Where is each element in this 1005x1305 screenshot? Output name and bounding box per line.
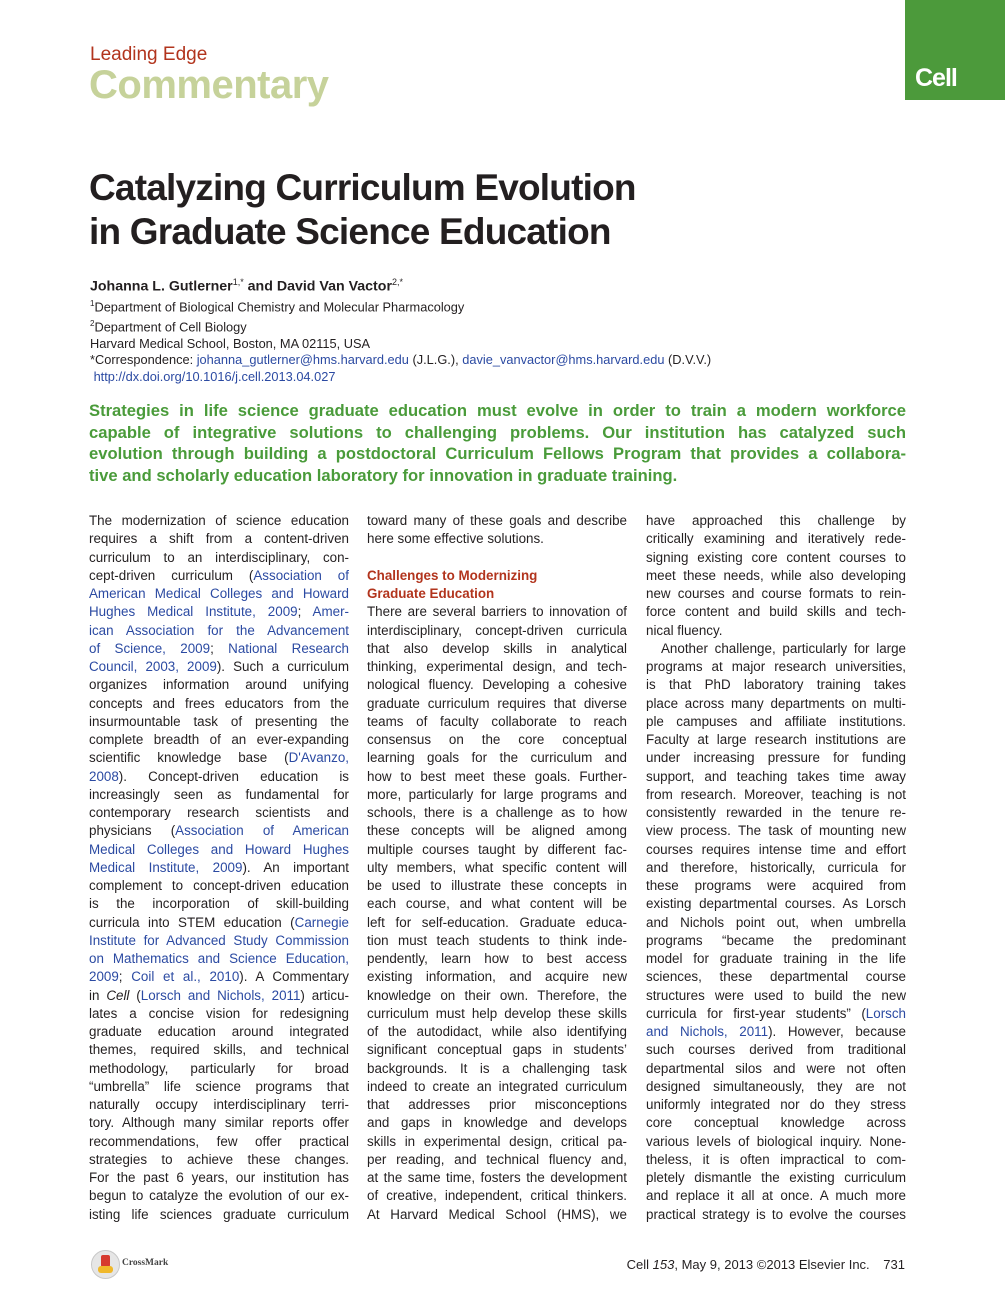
body-text-line bbox=[367, 786, 627, 804]
text-run: have approached this challenge by bbox=[646, 513, 906, 528]
text-run: ). An important bbox=[242, 859, 349, 875]
text-run: under increasing pressure for funding bbox=[646, 750, 906, 766]
body-column-2 bbox=[367, 512, 627, 1224]
citation-link[interactable]: Association of bbox=[253, 567, 349, 583]
text-run: and therefore, historically, curricula for bbox=[646, 859, 906, 875]
text-run: of creative, independent, critical thinkers. bbox=[367, 1188, 627, 1204]
text-run: is that PhD laboratory training takes bbox=[646, 677, 906, 693]
body-text-line bbox=[367, 549, 627, 567]
body-text-line bbox=[367, 1078, 627, 1096]
body-text-line bbox=[367, 640, 627, 658]
body-text-line bbox=[367, 658, 627, 676]
body-text-line bbox=[646, 658, 906, 676]
text-run: nical fluency. bbox=[646, 622, 723, 638]
text-run: Faculty at large research institutions are bbox=[646, 732, 906, 747]
body-text-line bbox=[89, 1078, 349, 1096]
text-run: left for self-education. Graduate educa- bbox=[367, 914, 627, 930]
body-text-line bbox=[646, 1169, 906, 1187]
text-run: At Harvard Medical School (HMS), we bbox=[367, 1206, 627, 1222]
body-text-line bbox=[646, 932, 906, 950]
article-summary bbox=[89, 400, 906, 486]
body-text-line bbox=[646, 950, 906, 968]
body-text-line bbox=[367, 1096, 627, 1114]
text-run: contemporary research scientists and bbox=[89, 805, 349, 820]
text-run: curricula into STEM education ( bbox=[89, 914, 295, 930]
body-text-line bbox=[367, 713, 627, 731]
text-run: core conceptual knowledge across bbox=[646, 1115, 906, 1131]
body-text-line bbox=[367, 1041, 627, 1059]
body-text-line bbox=[367, 804, 627, 822]
journal-logo: Cell bbox=[915, 64, 957, 92]
body-text-line bbox=[646, 512, 906, 530]
body-text-line bbox=[89, 950, 349, 968]
body-text-line bbox=[89, 676, 349, 694]
text-run: consensus on the core conceptual bbox=[367, 732, 627, 747]
author-superscript: 2,* bbox=[391, 277, 403, 287]
body-text-line bbox=[367, 1133, 627, 1151]
section-kicker: Leading Edge bbox=[90, 44, 208, 65]
text-run: scientific knowledge base ( bbox=[89, 750, 289, 766]
body-text-line bbox=[89, 1133, 349, 1151]
affiliation-text: Department of Biological Chemistry and Molecular Pharmacology bbox=[94, 299, 465, 315]
text-run: ). Such a curriculum bbox=[216, 659, 349, 674]
text-run: existing information, and acquire new bbox=[367, 969, 627, 985]
body-text-line bbox=[367, 731, 627, 749]
text-run: The modernization of science education bbox=[89, 513, 349, 528]
text-run: indeed to create an integrated curriculum bbox=[367, 1078, 627, 1094]
text-run: backgrounds. It is a challenging task bbox=[367, 1060, 627, 1076]
text-run: interdisciplinary, concept-driven curricula bbox=[367, 622, 627, 638]
body-text-line bbox=[89, 585, 349, 603]
text-run: concepts and frees educators from the bbox=[89, 695, 349, 711]
section-heading-line bbox=[367, 585, 627, 603]
citation-link[interactable]: and Nichols, 2011 bbox=[646, 1024, 769, 1039]
body-text-line bbox=[367, 512, 627, 530]
body-text-line bbox=[367, 950, 627, 968]
body-text-line bbox=[646, 1023, 906, 1041]
body-text-line bbox=[646, 640, 906, 658]
text-run: and Nichols point out, when umbrella bbox=[646, 914, 906, 930]
body-text-line bbox=[367, 968, 627, 986]
summary-line: tive and scholarly education laboratory for innovation in graduate training. bbox=[89, 465, 678, 485]
body-text-line bbox=[646, 768, 906, 786]
citation-link[interactable]: Lorsch bbox=[865, 1005, 906, 1021]
body-text-line bbox=[646, 841, 906, 859]
body-text-line bbox=[89, 968, 349, 986]
text-run: at the same time, fosters the development bbox=[367, 1170, 627, 1185]
body-text-line bbox=[646, 968, 906, 986]
text-run: ; bbox=[210, 640, 229, 656]
doi-link[interactable]: http://dx.doi.org/10.1016/j.cell.2013.04.027 bbox=[93, 368, 336, 384]
text-run: multiple courses taught by different fac- bbox=[367, 841, 627, 857]
text-run: structures were used to build the new bbox=[646, 987, 906, 1003]
citation-link[interactable]: ican Association for the Advancement bbox=[89, 622, 349, 638]
body-text-line bbox=[367, 1151, 627, 1169]
author-name: Johanna L. Gutlerner bbox=[90, 278, 233, 295]
page-footer bbox=[627, 1257, 905, 1272]
body-text-line bbox=[89, 549, 349, 567]
citation-link[interactable]: Institute for Advanced Study Commission bbox=[89, 932, 349, 948]
text-run: graduate curriculum requires that diverse bbox=[367, 695, 627, 711]
text-run: in bbox=[89, 987, 107, 1003]
text-run: isting life sciences graduate curriculum bbox=[89, 1206, 349, 1222]
body-text-line bbox=[646, 713, 906, 731]
text-run: graduate education around integrated bbox=[89, 1024, 349, 1039]
text-run: ; bbox=[118, 969, 132, 985]
text-run: lates a concise vision for redesigning bbox=[89, 1005, 349, 1021]
text-run: recommendations, few offer practical bbox=[89, 1133, 349, 1149]
text-run: force content and build skills and tech- bbox=[646, 604, 906, 620]
text-run: ( bbox=[129, 987, 141, 1003]
body-text-line bbox=[89, 914, 349, 932]
crossmark-icon bbox=[91, 1250, 120, 1279]
title-line: Catalyzing Curriculum Evolution bbox=[89, 167, 636, 208]
text-run: significant conceptual gaps in students’ bbox=[367, 1042, 627, 1058]
summary-line: Strategies in life science graduate education must evolve in order to train a modern workforce bbox=[89, 401, 906, 420]
text-run: themes, required skills, and technical bbox=[89, 1042, 349, 1058]
body-text-line bbox=[367, 1114, 627, 1132]
body-text-line bbox=[367, 1206, 627, 1224]
text-run: tion must teach students to think inde- bbox=[367, 932, 627, 948]
text-run: be used to illustrate these concepts in bbox=[367, 878, 627, 893]
body-text-line bbox=[367, 822, 627, 840]
title-line: in Graduate Science Education bbox=[89, 211, 611, 252]
text-run: cept-driven curriculum ( bbox=[89, 567, 254, 583]
body-text-line bbox=[89, 567, 349, 585]
text-run: theless, it is often impractical to com- bbox=[646, 1151, 906, 1167]
body-text-line bbox=[646, 987, 906, 1005]
author-conjunction: and bbox=[247, 278, 273, 295]
body-text-line bbox=[367, 695, 627, 713]
body-text-line bbox=[89, 877, 349, 895]
text-run: toward many of these goals and describe bbox=[367, 513, 627, 528]
body-text-line bbox=[367, 1005, 627, 1023]
email-link[interactable]: davie_vanvactor@hms.harvard.edu bbox=[462, 352, 665, 368]
text-run: from research. Moreover, teaching is not bbox=[646, 786, 906, 802]
article-title bbox=[89, 166, 889, 254]
body-text-line bbox=[89, 530, 349, 548]
body-text-line bbox=[89, 841, 349, 859]
text-run: ulty members, what specific content will bbox=[367, 859, 627, 875]
text-run: ). Concept-driven education is bbox=[118, 768, 349, 784]
text-run: consistently rewarded in the tenure re- bbox=[646, 805, 906, 820]
summary-line: evolution through building a postdoctoral Curriculum Fellows Program that provides a collabora- bbox=[89, 444, 906, 463]
correspondence-line bbox=[90, 352, 890, 369]
body-text-line bbox=[646, 567, 906, 585]
section-heading-line bbox=[367, 567, 627, 585]
citation-link[interactable]: D'Avanzo, bbox=[288, 750, 349, 766]
affiliations bbox=[90, 296, 890, 386]
body-text-line bbox=[367, 859, 627, 877]
email-owner: (D.V.V.) bbox=[668, 352, 712, 368]
text-run: programs “became the predominant bbox=[646, 932, 906, 948]
body-text-line bbox=[89, 822, 349, 840]
affiliation-line bbox=[90, 316, 890, 336]
text-run: departmental silos and were not often bbox=[646, 1060, 906, 1076]
author-name: David Van Vactor bbox=[276, 278, 392, 295]
text-run: existing departmental courses. As Lorsch bbox=[646, 896, 906, 912]
affiliation-number: 1 bbox=[90, 299, 95, 308]
body-text-line bbox=[367, 914, 627, 932]
crossmark-label: CrossMark bbox=[122, 1258, 169, 1268]
body-text-line bbox=[646, 822, 906, 840]
text-run: these programs were acquired from bbox=[646, 878, 906, 893]
text-run: teams of faculty collaborate to reach bbox=[367, 713, 627, 729]
body-text-line bbox=[367, 1060, 627, 1078]
journal-tab bbox=[905, 0, 1005, 100]
text-run: and replace it all at once. A much more bbox=[646, 1188, 906, 1204]
text-run: courses requires intense time and effort bbox=[646, 841, 906, 857]
section-heading: Commentary bbox=[89, 63, 329, 107]
citation-link[interactable]: 2008 bbox=[89, 768, 119, 784]
affiliation-line bbox=[90, 296, 890, 316]
text-run: various levels of biological inquiry. None- bbox=[646, 1133, 906, 1149]
body-text-line bbox=[646, 1133, 906, 1151]
text-run: uniformly integrated nor do they stress bbox=[646, 1097, 906, 1112]
text-run: designed simultaneously, they are not bbox=[646, 1078, 906, 1094]
body-text-line bbox=[89, 1005, 349, 1023]
text-run: support, and teaching takes time away bbox=[646, 768, 906, 784]
text-run: new courses and course formats to rein- bbox=[646, 586, 906, 601]
body-text-line bbox=[646, 877, 906, 895]
text-run: each course, and what content will be bbox=[367, 896, 627, 912]
body-text-line bbox=[646, 1187, 906, 1205]
footer-volume: 153 bbox=[652, 1257, 675, 1272]
text-run: programs at major research universities, bbox=[646, 659, 906, 674]
body-text-line bbox=[89, 1060, 349, 1078]
text-run: “umbrella” life science programs that bbox=[89, 1078, 349, 1094]
body-text-line bbox=[89, 1169, 349, 1187]
body-text-line bbox=[646, 1206, 906, 1224]
body-text-line bbox=[89, 859, 349, 877]
citation-link[interactable]: of Science, 2009 bbox=[89, 640, 211, 656]
text-run: Challenges to Modernizing bbox=[367, 567, 538, 583]
text-run: increasingly seen as fundamental for bbox=[89, 786, 349, 802]
body-text-line bbox=[89, 749, 349, 767]
affiliation-number: 2 bbox=[90, 318, 95, 328]
body-text-line bbox=[367, 603, 627, 621]
body-text-line bbox=[646, 585, 906, 603]
body-text-line bbox=[89, 768, 349, 786]
citation-link[interactable]: Amer- bbox=[312, 604, 349, 620]
body-text-line bbox=[646, 1151, 906, 1169]
text-run: signing existing core content courses to bbox=[646, 549, 906, 565]
body-text-line bbox=[89, 786, 349, 804]
body-text-line bbox=[646, 676, 906, 694]
text-run: such courses derived from traditional bbox=[646, 1042, 906, 1058]
body-text-line bbox=[367, 676, 627, 694]
body-text-line bbox=[89, 1187, 349, 1205]
body-text-line bbox=[89, 1206, 349, 1224]
text-run: place across many departments on multi- bbox=[646, 695, 906, 711]
text-run: here some effective solutions. bbox=[367, 531, 544, 547]
page-number: 731 bbox=[883, 1257, 905, 1272]
body-text-line bbox=[89, 512, 349, 530]
body-text-line bbox=[367, 895, 627, 913]
text-run: requires a shift from a content-driven bbox=[89, 531, 349, 547]
email-link[interactable]: johanna_gutlerner@hms.harvard.edu bbox=[196, 352, 409, 368]
citation-link[interactable]: Lorsch and Nichols, 2011 bbox=[140, 987, 301, 1003]
body-column-3 bbox=[646, 512, 906, 1224]
citation-link[interactable]: Association of American bbox=[175, 823, 350, 839]
body-text-line bbox=[89, 603, 349, 621]
body-text-line bbox=[89, 895, 349, 913]
body-text-line bbox=[646, 1041, 906, 1059]
body-text-line bbox=[89, 658, 349, 676]
text-run: ). A Commentary bbox=[239, 969, 349, 985]
text-run: nological fluency. Developing a cohesive bbox=[367, 677, 627, 693]
text-run: organizes information around unifying bbox=[89, 677, 349, 693]
text-run: these concepts will be aligned among bbox=[367, 823, 627, 839]
body-text-line bbox=[646, 895, 906, 913]
body-text-line bbox=[367, 1187, 627, 1205]
citation-link[interactable]: National Research bbox=[228, 640, 349, 656]
affiliation-text: Department of Cell Biology bbox=[94, 319, 247, 335]
body-text-line bbox=[367, 987, 627, 1005]
text-run: schools, there is a challenge as to how bbox=[367, 805, 627, 820]
text-run: critically examining and iteratively rede- bbox=[646, 531, 906, 547]
text-run: knowledge on their own. Therefore, the bbox=[367, 987, 627, 1003]
body-text-line bbox=[89, 1041, 349, 1059]
text-run: ; bbox=[297, 604, 313, 620]
body-text-line bbox=[646, 622, 906, 640]
text-run: of the autodidact, while also identifying bbox=[367, 1024, 627, 1039]
text-run: Another challenge, particularly for large bbox=[661, 640, 906, 656]
author-list bbox=[90, 277, 403, 295]
text-run: insurmountable task of presenting the bbox=[89, 713, 349, 729]
body-text-line bbox=[367, 1169, 627, 1187]
body-text-line bbox=[646, 804, 906, 822]
citation-link[interactable]: Council, 2003, 2009 bbox=[89, 659, 217, 674]
text-run: complete breadth of an ever-expanding bbox=[89, 732, 349, 747]
text-run: pendently, learn how to best access bbox=[367, 951, 627, 966]
text-run: Cell bbox=[106, 987, 130, 1003]
body-text-line bbox=[89, 695, 349, 713]
body-text-line bbox=[89, 713, 349, 731]
text-run: that addresses prior misconceptions bbox=[367, 1097, 627, 1112]
body-text-line bbox=[89, 1023, 349, 1041]
body-text-line bbox=[646, 695, 906, 713]
body-text-line bbox=[646, 749, 906, 767]
citation-link[interactable]: American Medical Colleges and Howard bbox=[89, 586, 349, 601]
text-run: curricula for first-year students” ( bbox=[646, 1005, 866, 1021]
text-run: is the incorporation of skill-building bbox=[89, 896, 349, 912]
citation-link[interactable]: Coil et al., 2010 bbox=[131, 969, 240, 985]
citation-link[interactable]: Hughes Medical Institute, 2009 bbox=[89, 604, 298, 620]
text-run: pletely dismantle the existing curriculum bbox=[646, 1170, 906, 1185]
doi-line bbox=[90, 369, 890, 386]
body-text-line bbox=[367, 622, 627, 640]
text-run: meet these needs, while also developing bbox=[646, 567, 906, 583]
text-run: There are several barriers to innovation of bbox=[367, 604, 627, 620]
body-text-line bbox=[89, 622, 349, 640]
body-text-line bbox=[367, 768, 627, 786]
body-text-line bbox=[367, 1023, 627, 1041]
text-run: model for graduate training in the life bbox=[646, 951, 906, 966]
body-column-1 bbox=[89, 512, 349, 1224]
text-run: naturally occupy interdisciplinary terri- bbox=[89, 1097, 349, 1112]
text-run: curriculum to an interdisciplinary, con- bbox=[89, 549, 349, 565]
text-run: how to best meet these goals. Further- bbox=[367, 768, 627, 784]
body-text-line bbox=[646, 731, 906, 749]
body-text-line bbox=[646, 1005, 906, 1023]
body-text-line bbox=[89, 932, 349, 950]
text-run: strategies to achieve these changes. bbox=[89, 1151, 349, 1167]
body-text-line bbox=[89, 640, 349, 658]
text-run: practical strategy is to evolve the courses bbox=[646, 1206, 906, 1222]
text-run: per reading, and technical fluency and, bbox=[367, 1151, 627, 1167]
body-text-line bbox=[367, 841, 627, 859]
citation-link[interactable]: on Mathematics and Science Education, bbox=[89, 951, 349, 966]
text-run: Graduate Education bbox=[367, 586, 495, 601]
citation-link[interactable]: Medical Colleges and Howard Hughes bbox=[89, 841, 349, 857]
body-text-line bbox=[367, 932, 627, 950]
body-text-line bbox=[646, 1060, 906, 1078]
body-text-line bbox=[646, 549, 906, 567]
text-run: ) articu- bbox=[300, 987, 349, 1003]
body-text-line bbox=[646, 786, 906, 804]
text-run: learning goals for the curriculum and bbox=[367, 750, 627, 766]
footer-date: , May 9, 2013 ©2013 Elsevier Inc. bbox=[674, 1257, 870, 1272]
body-text-line bbox=[646, 1078, 906, 1096]
text-run: view process. The task of mounting new bbox=[646, 823, 906, 839]
body-text-line bbox=[89, 987, 349, 1005]
text-run: that also develop skills in analytical bbox=[367, 640, 627, 656]
body-text-line bbox=[646, 603, 906, 621]
body-text-line bbox=[367, 877, 627, 895]
citation-link[interactable]: 2009 bbox=[89, 969, 119, 985]
summary-line: capable of integrative solutions to challenging problems. Our institution has catalyzed such bbox=[89, 422, 906, 442]
body-text-line bbox=[646, 530, 906, 548]
body-text-line bbox=[646, 914, 906, 932]
text-run: ). However, because bbox=[768, 1024, 906, 1039]
body-text-line bbox=[646, 1096, 906, 1114]
body-text-line bbox=[89, 804, 349, 822]
text-run: thinking, experimental design, and tech- bbox=[367, 659, 627, 674]
text-run: sciences, these departmental course bbox=[646, 969, 906, 985]
text-run: complement to concept-driven education bbox=[89, 878, 349, 893]
text-run: physicians ( bbox=[89, 823, 176, 839]
text-run: ple campuses and affiliate institutions. bbox=[646, 713, 906, 729]
text-run: curriculum must help develop these skills bbox=[367, 1005, 627, 1021]
citation-link[interactable]: Medical Institute, 2009 bbox=[89, 859, 243, 875]
affiliation-line: Harvard Medical School, Boston, MA 02115, USA bbox=[90, 335, 371, 351]
citation-link[interactable]: Carnegie bbox=[294, 914, 349, 930]
author-superscript: 1,* bbox=[232, 277, 244, 287]
text-run: methodology, particularly for broad bbox=[89, 1060, 349, 1076]
body-text-line bbox=[367, 749, 627, 767]
footer-journal: Cell bbox=[626, 1257, 650, 1272]
text-run: begun to catalyze the evolution of our ex- bbox=[89, 1188, 349, 1204]
email-owner: (J.L.G.), bbox=[412, 352, 459, 368]
body-text-line bbox=[89, 1096, 349, 1114]
text-run: more, particularly for large programs and bbox=[367, 786, 627, 802]
text-run: and gaps in knowledge and develops bbox=[367, 1115, 627, 1131]
body-text-line bbox=[89, 731, 349, 749]
body-text-line bbox=[646, 859, 906, 877]
body-text-line bbox=[89, 1114, 349, 1132]
text-run: skills in experimental design, critical pa- bbox=[367, 1133, 627, 1149]
text-run: tory. Although many similar reports offer bbox=[89, 1115, 349, 1131]
correspondence-label: *Correspondence: bbox=[90, 352, 194, 368]
body-text-line bbox=[367, 530, 627, 548]
body-text-line bbox=[89, 1151, 349, 1169]
text-run: For the past 6 years, our institution has bbox=[89, 1170, 349, 1185]
body-text-line bbox=[646, 1114, 906, 1132]
